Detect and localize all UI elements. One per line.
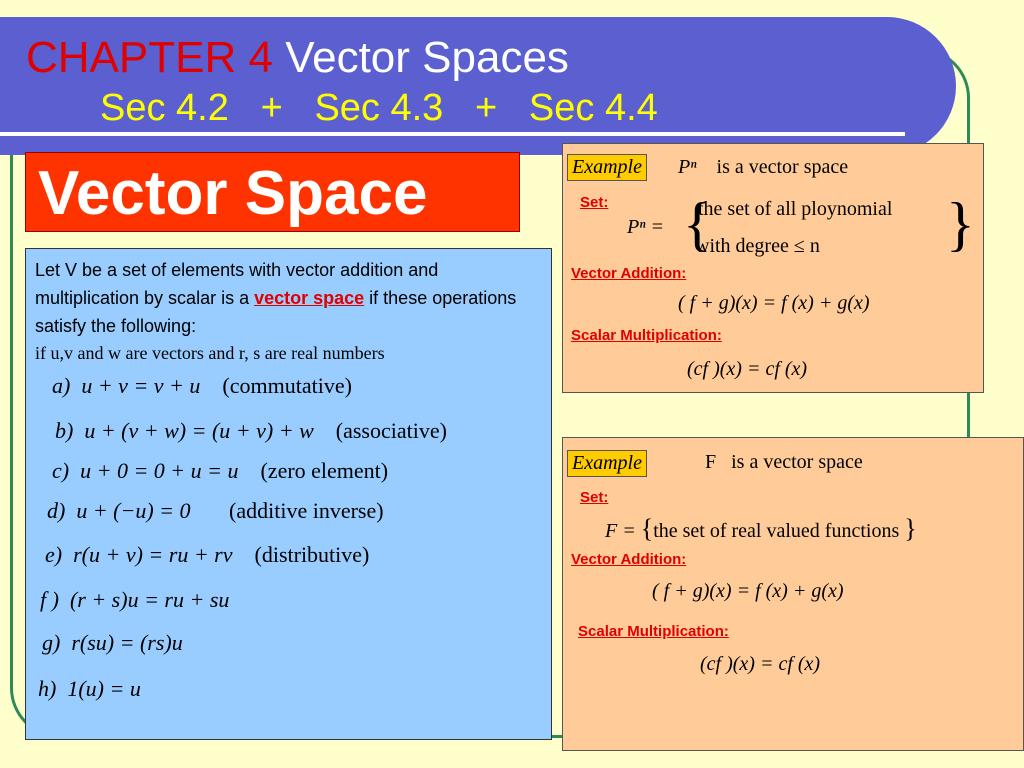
axiom-label: b) <box>55 418 74 443</box>
axiom-label: g) <box>42 630 61 655</box>
section-item: Sec 4.2 <box>100 87 229 129</box>
axiom-note: (distributive) <box>254 542 370 567</box>
axiom-note: (additive inverse) <box>229 498 384 523</box>
axiom-row <box>38 676 141 702</box>
definition-condition: if u,v and w are vectors and r, s are real numbers <box>35 343 385 363</box>
axiom-row <box>40 587 229 613</box>
set-lhs: F = <box>605 520 636 542</box>
axiom-label: h) <box>38 676 57 701</box>
set-description-line: with degree ≤ n <box>695 235 820 257</box>
chapter-label: CHAPTER 4 <box>26 33 273 82</box>
set-lhs: Pⁿ = <box>627 216 665 238</box>
scalar-multiplication-label: Scalar Multiplication: <box>571 327 722 344</box>
section-item: Sec 4.4 <box>528 87 658 129</box>
axiom-formula: u + (−u) = 0 <box>76 498 191 523</box>
axiom-row <box>52 373 352 399</box>
space-symbol: Pⁿ <box>678 156 697 178</box>
set-definition <box>605 514 917 544</box>
header-divider <box>0 132 905 136</box>
slide-title: Vector Space <box>38 159 428 228</box>
axiom-label: a) <box>52 373 71 398</box>
set-description: the set of real valued functions <box>653 520 900 542</box>
section-list <box>100 87 658 130</box>
axiom-formula: u + 0 = 0 + u = u <box>80 458 239 483</box>
example-claim <box>678 156 848 179</box>
axiom-row <box>47 498 384 524</box>
claim-text: is a vector space <box>731 451 863 473</box>
vector-addition-label: Vector Addition: <box>571 265 687 282</box>
set-label: Set: <box>580 194 609 211</box>
definition-intro: Let V be a set of elements with vector addition and multiplication by scalar is a <box>35 260 439 308</box>
claim-text: is a vector space <box>716 156 849 178</box>
axiom-label: e) <box>45 542 63 567</box>
right-brace: } <box>946 191 975 257</box>
chapter-heading <box>26 33 569 83</box>
axiom-note: (commutative) <box>222 373 352 398</box>
set-description-line: the set of all ploynomial <box>698 198 893 220</box>
axiom-note: (associative) <box>335 418 447 443</box>
axiom-formula: u + v = v + u <box>81 373 201 398</box>
example-tag: Example <box>567 450 647 477</box>
section-item: Sec 4.3 <box>314 87 444 129</box>
example-claim <box>705 451 863 474</box>
section-separator: + <box>260 87 283 129</box>
right-brace: } <box>904 514 917 543</box>
axiom-label: c) <box>52 458 70 483</box>
space-symbol: F <box>705 451 717 473</box>
axiom-formula: r(u + v) = ru + rv <box>73 542 233 567</box>
vector-addition-formula: ( f + g)(x) = f (x) + g(x) <box>678 292 870 314</box>
set-label: Set: <box>580 489 609 506</box>
axiom-formula: (r + s)u = ru + su <box>69 587 230 612</box>
left-brace: { <box>640 514 654 543</box>
definition-outro: if these operations satisfy the following: <box>35 288 517 336</box>
scalar-multiplication-label: Scalar Multiplication: <box>578 623 729 640</box>
vector-addition-formula: ( f + g)(x) = f (x) + g(x) <box>652 580 844 602</box>
axiom-formula: 1(u) = u <box>67 676 141 701</box>
axiom-formula: r(su) = (rs)u <box>71 630 183 655</box>
axiom-label: f ) <box>40 587 59 612</box>
definition-text <box>35 256 543 340</box>
vector-addition-label: Vector Addition: <box>571 551 687 568</box>
scalar-multiplication-formula: (cf )(x) = cf (x) <box>700 653 821 675</box>
chapter-title: Vector Spaces <box>285 33 569 82</box>
axiom-label: d) <box>47 498 66 523</box>
vector-space-term: vector space <box>254 288 365 308</box>
axiom-row <box>45 542 369 568</box>
axiom-formula: u + (v + w) = (u + v) + w <box>84 418 314 443</box>
axiom-row <box>52 458 388 484</box>
example-tag: Example <box>567 154 647 181</box>
axiom-note: (zero element) <box>260 458 389 483</box>
scalar-multiplication-formula: (cf )(x) = cf (x) <box>687 358 808 380</box>
axiom-row <box>55 418 447 444</box>
left-brace: { <box>683 191 712 257</box>
axiom-row <box>42 630 183 656</box>
section-separator: + <box>475 87 498 129</box>
